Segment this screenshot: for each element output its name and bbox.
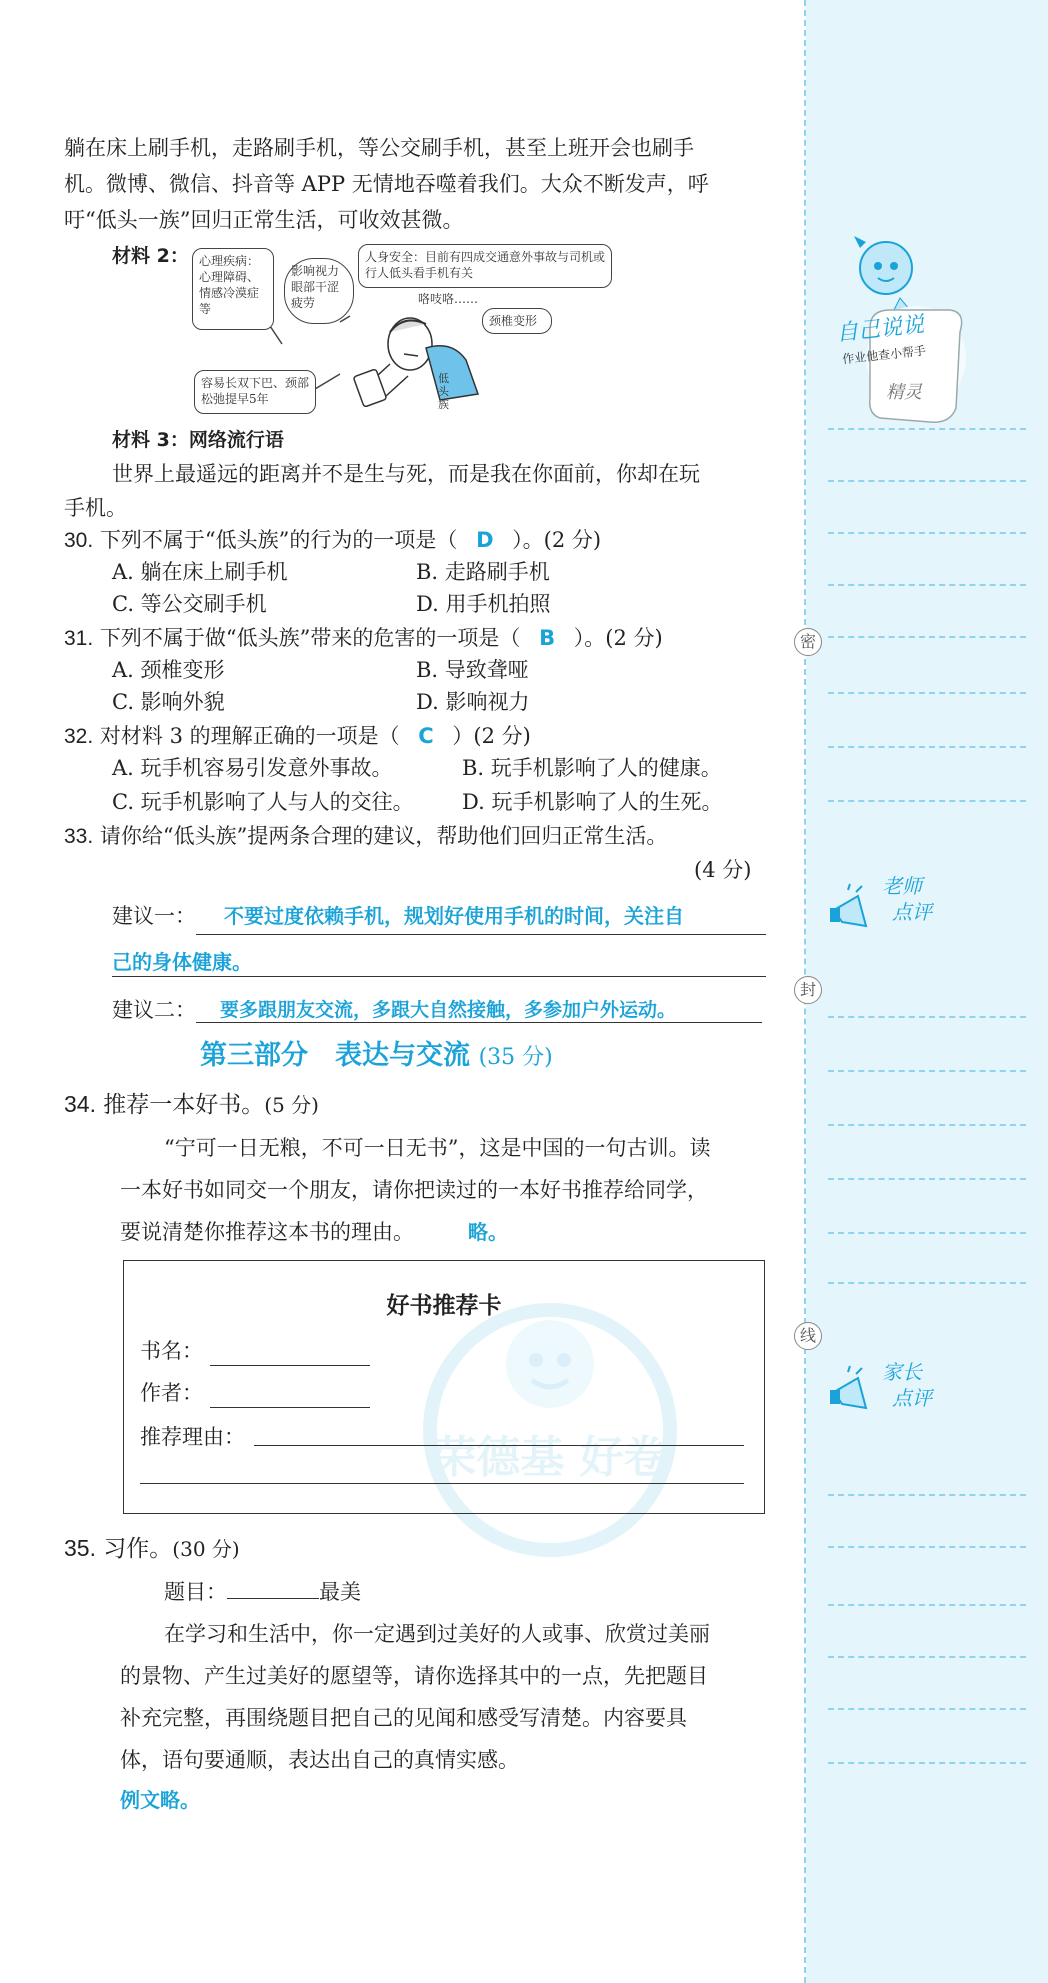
card-author-label: 作者： — [140, 1381, 203, 1405]
part3-heading — [200, 1036, 553, 1078]
parent-label-1: 家长 — [882, 1360, 922, 1384]
q35-answer: 例文略。 — [120, 1788, 200, 1812]
seal-char-feng: 封 — [794, 976, 822, 1004]
suggestion2-label: 建议二： — [112, 998, 196, 1022]
megaphone-icon — [826, 1364, 886, 1424]
q32-option-b: B. 玩手机影响了人的健康。 — [462, 756, 722, 780]
q35-line-1: 在学习和生活中，你一定遇到过美好的人或事、欣赏过美丽 — [164, 1622, 710, 1646]
q30-option-b: B. 走路刷手机 — [416, 560, 550, 584]
q32-answer: C — [418, 724, 434, 748]
card-reason-blank-1[interactable] — [254, 1445, 744, 1446]
q32-stem-b: ）(2 分) — [452, 724, 531, 748]
intro-line-2: 机。微博、微信、抖音等 APP 无情地吞噬着我们。大众不断发声，呼 — [64, 172, 709, 196]
q35-stem: 习作。 — [103, 1536, 173, 1562]
suggestion2-text: 要多跟朋友交流，多跟大自然接触，多参加户外运动。 — [220, 999, 677, 1021]
material3-line-2: 手机。 — [64, 496, 127, 520]
q32-stem-a: 对材料 3 的理解正确的一项是（ — [99, 724, 400, 748]
part3-title: 第三部分 表达与交流 — [200, 1040, 470, 1071]
q31-stem-b: ）。(2 分) — [573, 626, 663, 650]
material2-label: 材料 2： — [112, 245, 189, 267]
suggestion1-line1: 不要过度依赖手机，规划好使用手机的时间，关注自 — [224, 904, 684, 928]
card-reason-blank-2[interactable] — [140, 1483, 744, 1484]
q31 — [64, 622, 663, 655]
q31-answer: B — [539, 626, 556, 650]
part3-score: (35 分) — [478, 1045, 553, 1070]
teacher-label-1: 老师 — [882, 874, 922, 898]
teacher-label-2: 点评 — [892, 900, 932, 924]
seal-char-xian: 线 — [794, 1322, 822, 1350]
q30-option-d: D. 用手机拍照 — [416, 592, 551, 616]
bubble-safety: 人身安全：目前有四成交通意外事故与司机或行人低头看手机有关 — [358, 244, 612, 288]
parent-label-2: 点评 — [892, 1386, 932, 1410]
figure-label: 低头族 — [438, 372, 449, 411]
q35-line-2: 的景物、产生过美好的愿望等，请你选择其中的一点，先把题目 — [120, 1664, 708, 1688]
self-talk-subtitle: 作业他查小帮手 — [841, 343, 927, 367]
material3-line-1: 世界上最遥远的距离并不是生与死，而是我在你面前，你却在玩 — [112, 462, 700, 486]
q30-answer: D — [476, 528, 494, 552]
q35-line-4: 体，语句要通顺，表达出自己的真情实感。 — [120, 1748, 519, 1772]
material2-illustration — [190, 244, 620, 422]
q34 — [64, 1088, 319, 1121]
bubble-mental-illness: 心理疾病：心理障碍、情感冷漠症等 — [192, 248, 274, 330]
q35-score: (30 分) — [172, 1537, 240, 1561]
card-book-label: 书名： — [140, 1339, 203, 1363]
q30-option-a: A. 躺在床上刷手机 — [112, 560, 288, 584]
q34-stem: 推荐一本好书。 — [103, 1092, 265, 1118]
suggestion1-line2: 己的身体健康。 — [112, 950, 252, 974]
intro-line-1: 躺在床上刷手机，走路刷手机，等公交刷手机，甚至上班开会也刷手 — [64, 136, 694, 160]
q30 — [64, 524, 601, 557]
card-title: 好书推荐卡 — [386, 1293, 502, 1319]
material3-label: 材料 3：网络流行语 — [112, 429, 284, 451]
parent-comment-badge — [820, 1350, 940, 1430]
bubble-cough: 咯吱咯…… — [418, 292, 479, 306]
q34-line-1: “宁可一日无粮，不可一日无书”，这是中国的一句古训。读 — [164, 1136, 711, 1160]
self-talk-signature: 精灵 — [886, 382, 922, 403]
q30-stem-a: 下列不属于“低头族”的行为的一项是（ — [99, 528, 458, 552]
q33-score: (4 分) — [694, 858, 752, 882]
q33-stem: 请你给“低头族”提两条合理的建议，帮助他们回归正常生活。 — [99, 824, 668, 848]
q30-number: 30. — [64, 529, 94, 552]
q31-option-c: C. 影响外貌 — [112, 690, 225, 714]
q31-option-b: B. 导致聋哑 — [416, 658, 529, 682]
bubble-chin: 容易长双下巴、颈部松弛提早5年 — [194, 370, 316, 414]
q35-topic-suffix: 最美 — [319, 1580, 361, 1604]
q31-number: 31. — [64, 627, 94, 650]
q31-stem-a: 下列不属于做“低头族”带来的危害的一项是（ — [99, 626, 521, 650]
q35-number: 35. — [64, 1535, 96, 1561]
suggestion1-underline-2 — [112, 976, 766, 977]
q34-number: 34. — [64, 1091, 96, 1117]
q34-line-2: 一本好书如同交一个朋友，请你把读过的一本好书推荐给同学， — [120, 1178, 708, 1202]
teacher-comment-badge — [820, 870, 940, 950]
q31-option-a: A. 颈椎变形 — [112, 658, 225, 682]
card-book-blank[interactable] — [210, 1365, 370, 1366]
self-talk-title: 自己说说 — [835, 312, 926, 347]
q32-number: 32. — [64, 725, 94, 748]
q30-option-c: C. 等公交刷手机 — [112, 592, 267, 616]
q34-score: (5 分) — [264, 1093, 319, 1117]
suggestion2-underline — [196, 1022, 762, 1023]
q35-topic — [164, 1576, 361, 1608]
q32-option-d: D. 玩手机影响了人的生死。 — [462, 790, 723, 814]
self-talk-badge — [830, 228, 970, 428]
seal-char-mi: 密 — [794, 628, 822, 656]
suggestion1-underline-1 — [196, 934, 766, 935]
bubble-vision: 影响视力眼部干涩疲劳 — [284, 258, 354, 324]
suggestion1-label: 建议一： — [112, 904, 196, 928]
card-reason-label: 推荐理由： — [140, 1425, 245, 1449]
q31-option-d: D. 影响视力 — [416, 690, 530, 714]
megaphone-icon — [826, 882, 886, 942]
bubble-neck: 颈椎变形 — [482, 308, 552, 334]
q32-option-a: A. 玩手机容易引发意外事故。 — [112, 756, 393, 780]
q32-option-c: C. 玩手机影响了人与人的交往。 — [112, 790, 414, 814]
card-author-blank[interactable] — [210, 1407, 370, 1408]
q34-line-3: 要说清楚你推荐这本书的理由。 — [120, 1220, 414, 1244]
q30-stem-b: ）。(2 分) — [512, 528, 602, 552]
q33 — [64, 820, 667, 853]
q33-number: 33. — [64, 825, 94, 848]
book-recommendation-card — [123, 1260, 765, 1514]
q34-answer: 略。 — [468, 1220, 508, 1244]
intro-line-3: 吁“低头一族”回归正常生活，可收效甚微。 — [64, 208, 464, 232]
q35-topic-label: 题目： — [164, 1580, 227, 1604]
q35-topic-blank[interactable] — [227, 1578, 319, 1599]
q35-line-3: 补充完整，再围绕题目把自己的见闻和感受写清楚。内容要具 — [120, 1706, 687, 1730]
watermark-text: 荣德基 好卷 — [432, 1432, 668, 1483]
q32 — [64, 720, 531, 753]
q35 — [64, 1532, 240, 1565]
